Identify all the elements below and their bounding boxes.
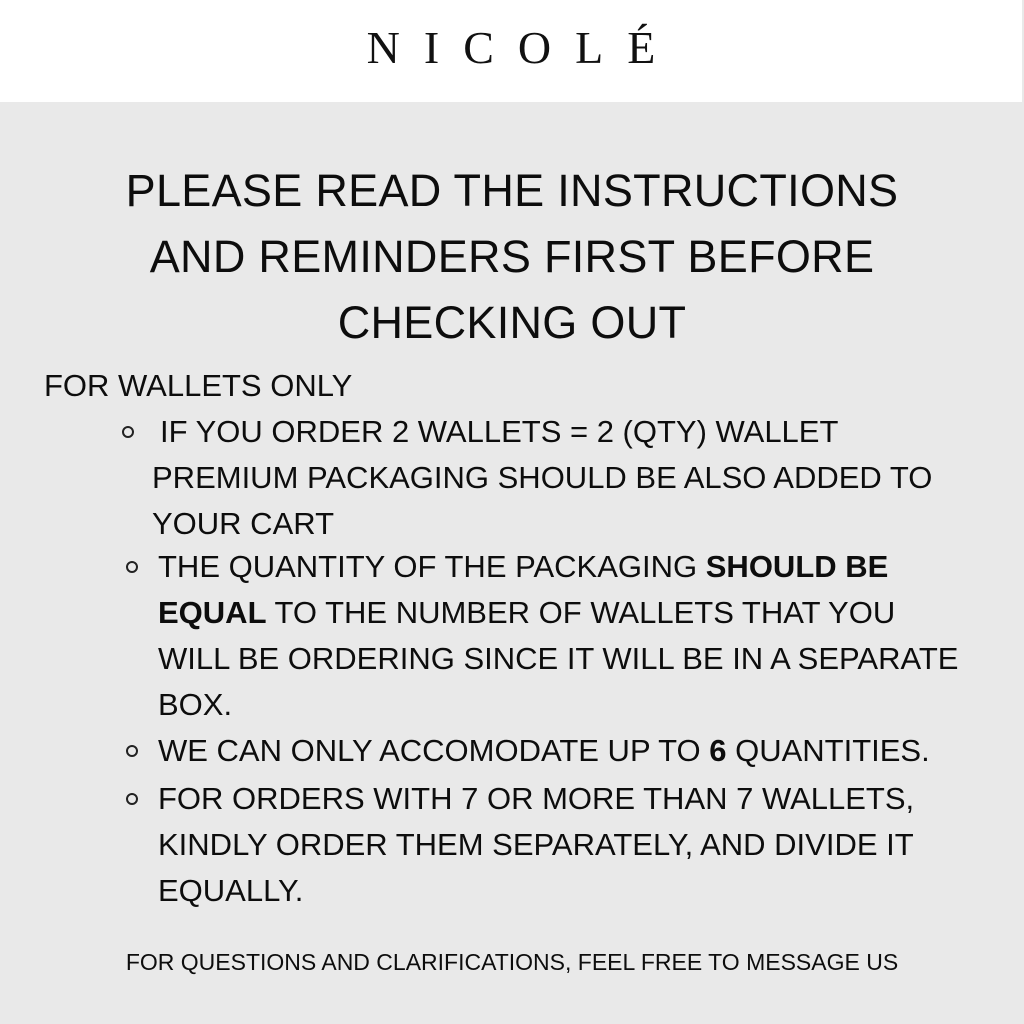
- list-item-emphasis: 6: [709, 733, 727, 768]
- page-headline: [60, 158, 964, 356]
- list-item-text: QUANTITIES.: [726, 733, 930, 768]
- brand-logo: NICOLÉ: [366, 22, 680, 73]
- bullet-circle-icon: [126, 793, 138, 805]
- list-item-emphasis: SHOULD BE: [705, 549, 889, 584]
- list-item-text: TO THE NUMBER OF WALLETS THAT YOU: [266, 595, 896, 630]
- list-item-line: IF YOU ORDER 2 WALLETS = 2 (QTY) WALLET: [160, 414, 839, 449]
- list-item: [158, 776, 914, 914]
- list-item-line: [158, 590, 958, 636]
- headline-line: CHECKING OUT: [337, 297, 687, 348]
- list-item-line: PREMIUM PACKAGING SHOULD BE ALSO ADDED TO: [152, 460, 933, 495]
- list-item-line: BOX.: [158, 687, 233, 722]
- headline-line: PLEASE READ THE INSTRUCTIONS: [125, 165, 899, 216]
- list-item-line: FOR ORDERS WITH 7 OR MORE THAN 7 WALLETS,: [158, 781, 915, 816]
- list-item: [152, 409, 932, 547]
- list-item-line: YOUR CART: [152, 506, 335, 541]
- section-title: FOR WALLETS ONLY: [44, 368, 353, 403]
- list-item-line: EQUALLY.: [158, 873, 304, 908]
- bullet-circle-icon: [122, 426, 134, 438]
- list-item-line: [158, 544, 958, 590]
- list-item-line: [158, 728, 930, 774]
- list-item: [158, 728, 930, 774]
- header-bar: [0, 0, 1022, 102]
- bullet-circle-icon: [126, 561, 138, 573]
- list-item: [158, 544, 958, 728]
- list-item-line: WILL BE ORDERING SINCE IT WILL BE IN A SEPARATE: [158, 641, 959, 676]
- list-item-text: WE CAN ONLY ACCOMODATE UP TO: [158, 733, 710, 768]
- list-item-text: THE QUANTITY OF THE PACKAGING: [158, 549, 706, 584]
- headline-line: AND REMINDERS FIRST BEFORE: [149, 231, 875, 282]
- list-item-line: KINDLY ORDER THEM SEPARATELY, AND DIVIDE IT: [158, 827, 914, 862]
- bullet-circle-icon: [126, 745, 138, 757]
- list-item-emphasis: EQUAL: [158, 595, 267, 630]
- footer-note: FOR QUESTIONS AND CLARIFICATIONS, FEEL FREE TO MESSAGE US: [125, 949, 899, 975]
